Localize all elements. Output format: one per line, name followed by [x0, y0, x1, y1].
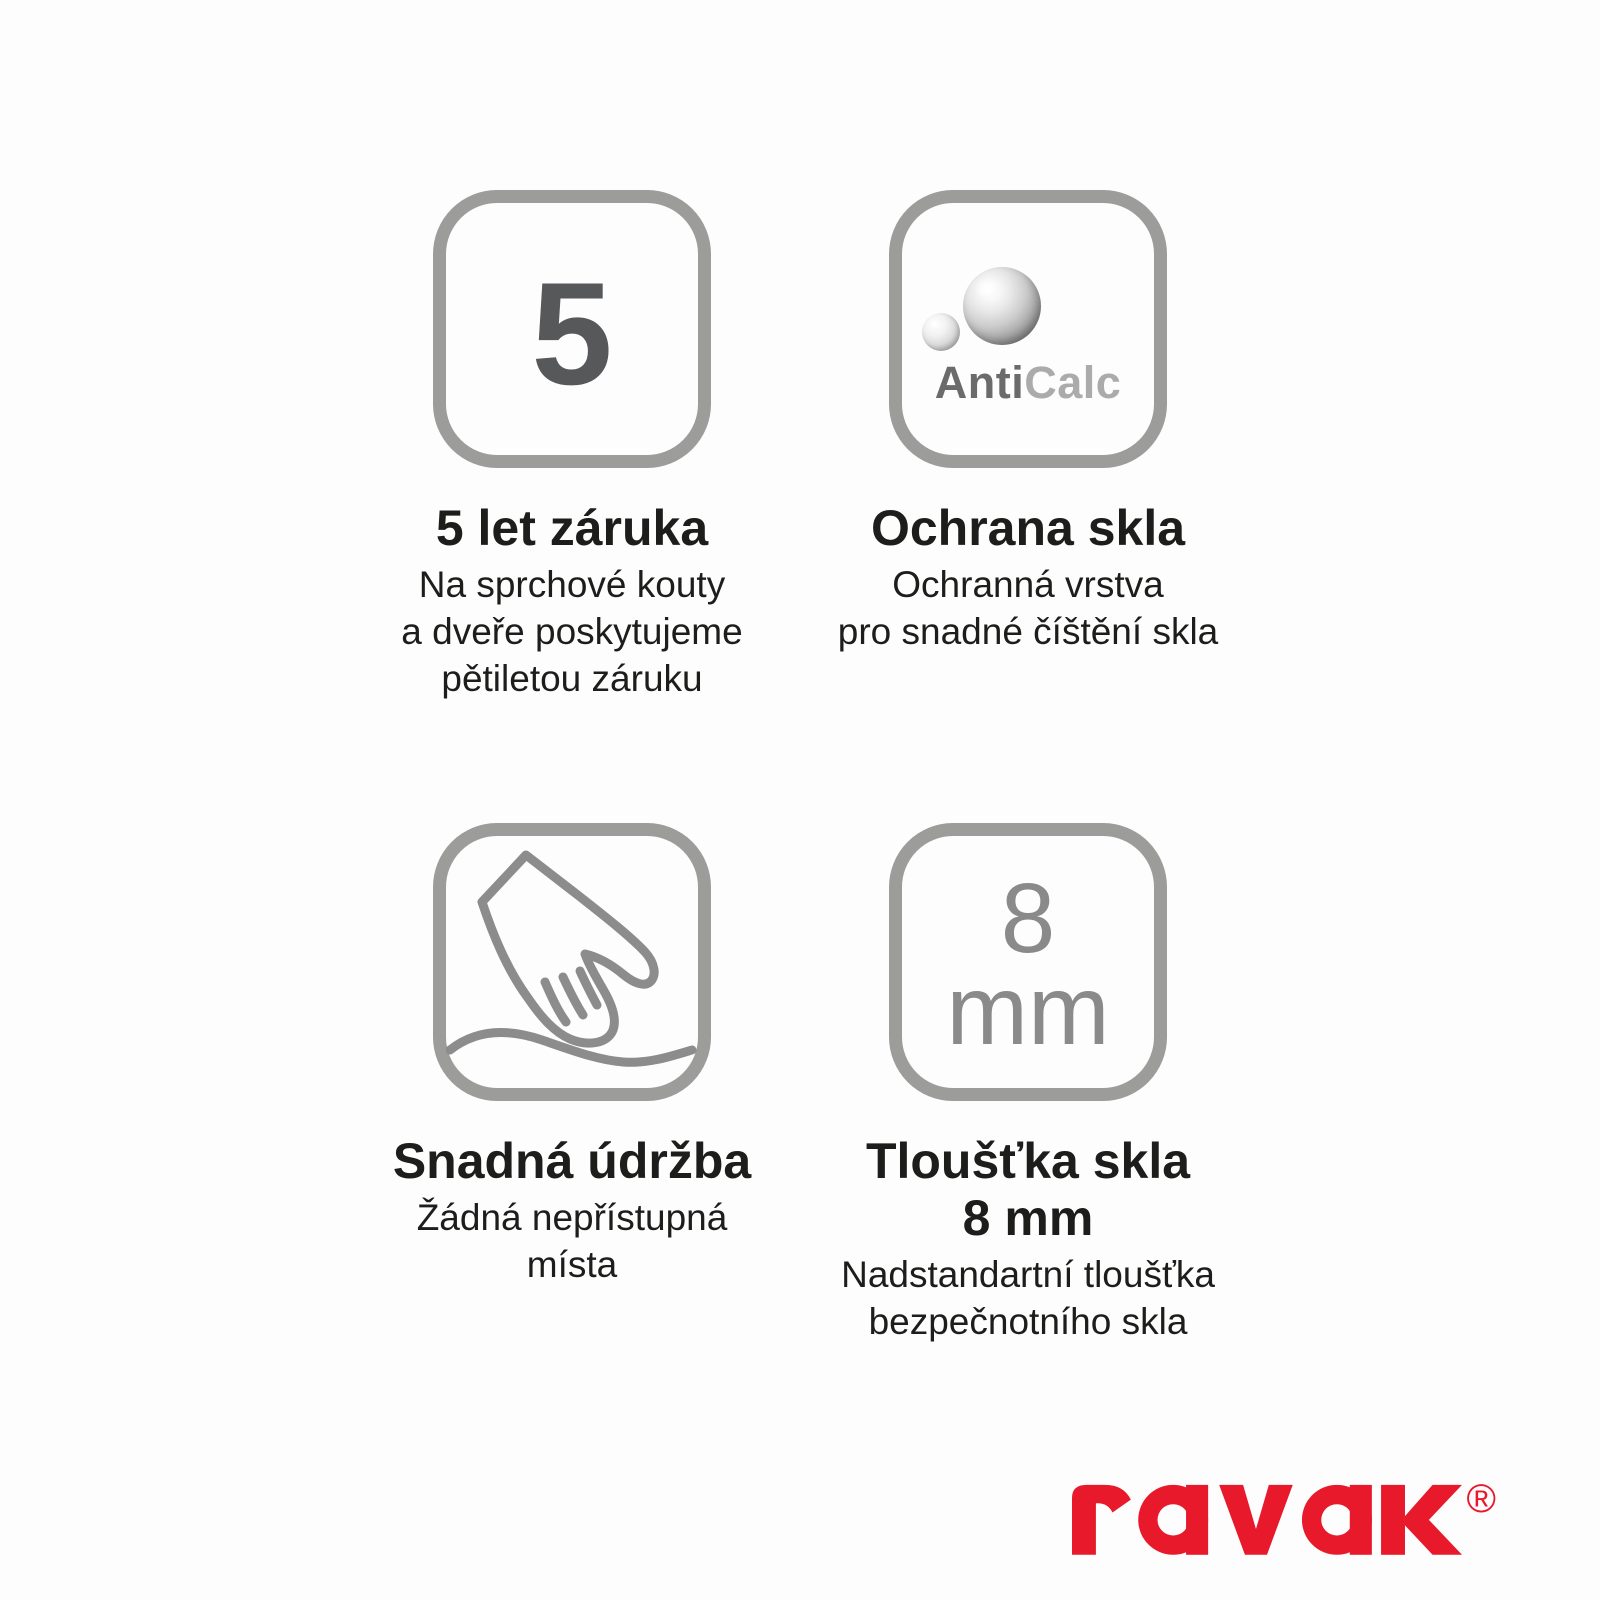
registered-trademark-icon: ® [1466, 1477, 1496, 1521]
warranty-tile [433, 190, 711, 468]
feature-glass-protection [800, 190, 1256, 823]
title-line: 8 mm [962, 1190, 1094, 1246]
glass-thickness-tile [889, 823, 1167, 1101]
ravak-logo [1072, 1477, 1496, 1555]
easy-maintenance-desc [417, 1194, 728, 1288]
desc-line: místa [526, 1244, 618, 1285]
title-line: Ochrana skla [870, 500, 1186, 556]
desc-line: a dveře poskytujeme [401, 611, 743, 652]
number-5-icon: 5 [531, 252, 613, 415]
desc-line: Nadstandartní tloušťka [841, 1254, 1215, 1295]
easy-maintenance-title [393, 1133, 751, 1190]
desc-line: pro snadné číštění skla [837, 611, 1219, 652]
title-line: Snadná údržba [392, 1133, 752, 1189]
desc-line: bezpečnotního skla [868, 1301, 1188, 1342]
title-line: 5 let záruka [435, 500, 709, 556]
glass-thickness-8mm-icon [946, 863, 1110, 1065]
anticalc-logo-calc: Calc [1024, 357, 1122, 408]
desc-line: Na sprchové kouty [418, 564, 726, 605]
feature-warranty [344, 190, 800, 823]
anticalc-logo [902, 357, 1154, 408]
ravak-wordmark [1072, 1481, 1462, 1555]
glass-thickness-title [866, 1133, 1190, 1247]
warranty-title [436, 500, 708, 557]
easy-maintenance-tile [433, 823, 711, 1101]
water-drop-large-icon [963, 267, 1041, 345]
features-grid [0, 190, 1600, 1345]
icon-line-mm: mm [946, 955, 1110, 1065]
desc-line: Ochranná vrstva [892, 564, 1164, 605]
title-line: Tloušťka skla [865, 1133, 1191, 1189]
glass-protection-title [871, 500, 1185, 557]
desc-line: Žádná nepřístupná [416, 1197, 728, 1238]
icon-line-8: 8 [1000, 863, 1056, 973]
desc-line: pětiletou záruku [441, 658, 703, 699]
feature-easy-maintenance [344, 823, 800, 1345]
warranty-desc [401, 561, 742, 702]
glass-protection-desc [838, 561, 1219, 655]
anticalc-tile [889, 190, 1167, 468]
water-drop-small-icon [922, 313, 960, 351]
glass-thickness-desc [841, 1251, 1215, 1345]
hand-wipe-icon [446, 836, 698, 1088]
anticalc-logo-anti: Anti [934, 357, 1025, 408]
feature-glass-thickness [800, 823, 1256, 1345]
